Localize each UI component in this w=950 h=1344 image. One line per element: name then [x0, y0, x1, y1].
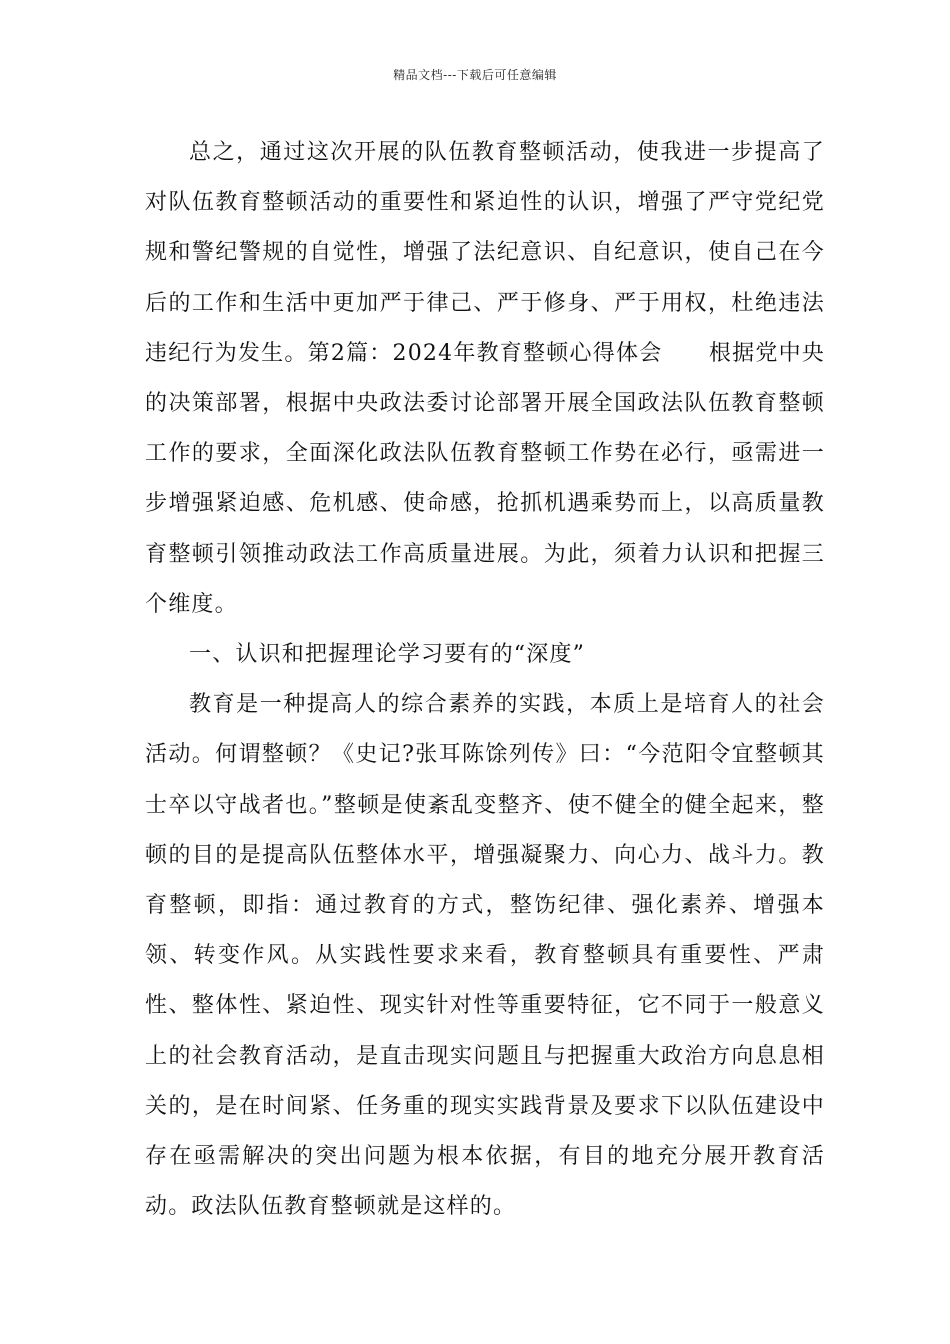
document-body: [145, 128, 825, 1232]
page-header: 精品文档---下载后可任意编辑: [393, 68, 557, 82]
paragraph-summary: 总之，通过这次开展的队伍教育整顿活动，使我进一步提高了对队伍教育整顿活动的重要性和紧迫性的认识，增强了严守党纪党规和警纪警规的自觉性，增强了法纪意识、自纪意识，使自己在今后的工作和生活中更加严于律己、严于修身、严于用权，杜绝违法违纪行为发生。第2篇：2024年教育整顿心得体会 根据党中央的决策部署，根据中央政法委讨论部署开展全国政法队伍教育整顿工作的要求，全面深化政法队伍教育整顿工作势在必行，亟需进一步增强紧迫感、危机感、使命感，抢抓机遇乘势而上，以高质量教育整顿引领推动政法工作高质量进展。为此，须着力认识和把握三个维度。: [145, 140, 825, 617]
section-heading: 一、认识和把握理论学习要有的“深度”: [189, 642, 586, 668]
paragraph-education: 教育是一种提高人的综合素养的实践，本质上是培育人的社会活动。何谓整顿？《史记?张耳陈馀列传》曰：“今范阳令宜整顿其士卒以守战者也。”整顿是使紊乱变整齐、使不健全的健全起来，整顿的目的是提高队伍整体水平，增强凝聚力、向心力、战斗力。教育整顿，即指：通过教育的方式，整饬纪律、强化素养、增强本领、转变作风。从实践性要求来看，教育整顿具有重要性、严肃性、整体性、紧迫性、现实针对性等重要特征，它不同于一般意义上的社会教育活动，是直击现实问题且与把握重大政治方向息息相关的，是在时间紧、任务重的现实实践背景及要求下以队伍建设中存在亟需解决的突出问题为根本依据，有目的地充分展开教育活动。政法队伍教育整顿就是这样的。: [145, 692, 825, 1220]
